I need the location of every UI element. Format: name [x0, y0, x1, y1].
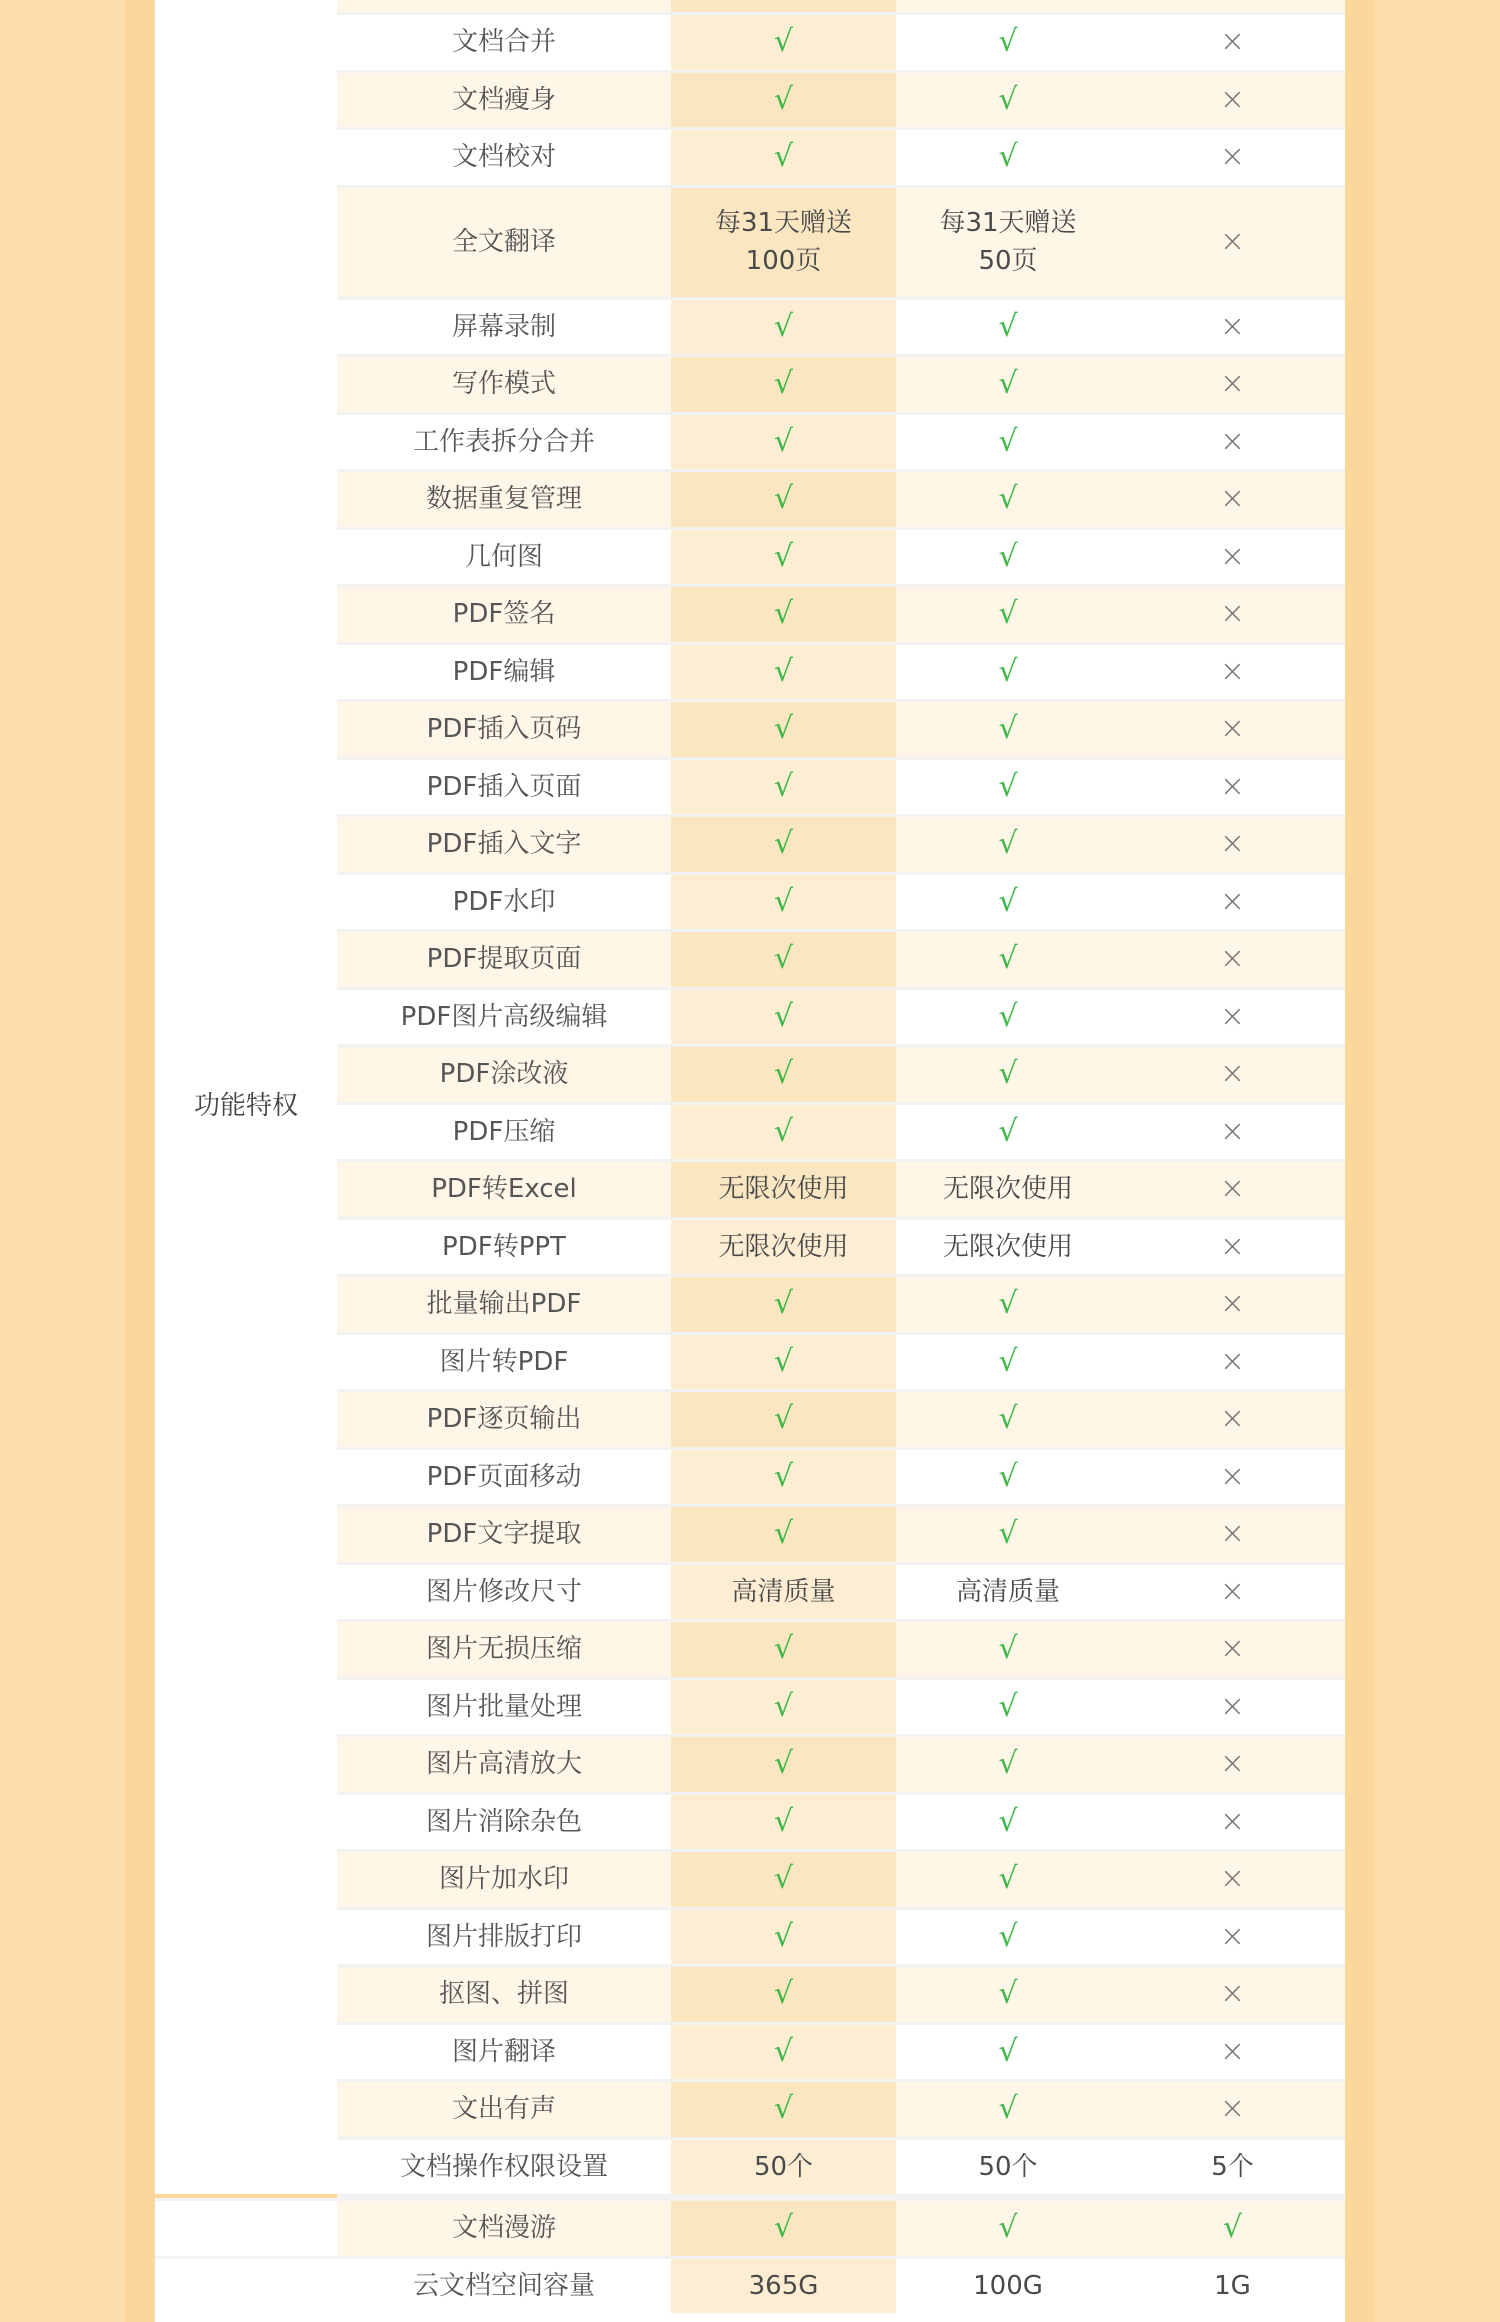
- p2-cell: [896, 814, 1120, 872]
- p1-cell: [671, 872, 896, 930]
- p2-cell: [896, 1217, 1120, 1275]
- p3-cell: [1120, 1907, 1345, 1965]
- p1-cell: [671, 1274, 896, 1332]
- check-icon: √: [773, 481, 794, 517]
- feature-name: 全文翻译: [337, 185, 671, 297]
- feature-name: 文档校对: [337, 127, 671, 185]
- value-text: 50个: [753, 2151, 814, 2182]
- value-text: 无限次使用: [942, 1231, 1073, 1262]
- check-icon: √: [998, 768, 1018, 804]
- check-icon: √: [773, 1516, 794, 1552]
- check-icon: √: [998, 1056, 1018, 1092]
- feature-name: 图片修改尺寸: [337, 1562, 671, 1620]
- check-icon: √: [773, 1458, 794, 1494]
- p2-cell: [896, 1504, 1120, 1562]
- check-icon: √: [998, 1516, 1018, 1552]
- feature-name: 几何图: [337, 527, 671, 585]
- p1-cell: [671, 1562, 896, 1620]
- check-icon: √: [998, 941, 1018, 977]
- cross-icon: ×: [1219, 653, 1246, 689]
- p2-cell: [896, 412, 1120, 470]
- feature-name: PDF图片高级编辑: [337, 987, 671, 1045]
- feature-name: PDF转Excel: [337, 1159, 671, 1217]
- cross-icon: ×: [1219, 1573, 1246, 1609]
- p3-cell: [1120, 12, 1345, 70]
- cross-icon: ×: [1219, 224, 1246, 259]
- p2-cell: [896, 1102, 1120, 1160]
- p3-cell: [1120, 1677, 1345, 1735]
- p2-cell: [896, 1677, 1120, 1735]
- p3-cell: [1120, 1504, 1345, 1562]
- value-text: 365G: [748, 2270, 819, 2301]
- cross-icon: ×: [1219, 538, 1246, 574]
- cross-icon: ×: [1219, 1918, 1246, 1954]
- p2-cell: [896, 527, 1120, 585]
- p3-cell: [1120, 584, 1345, 642]
- check-icon: √: [998, 826, 1018, 862]
- feature-name: 图片翻译: [337, 2022, 671, 2080]
- cross-icon: ×: [1219, 139, 1246, 175]
- p1-cell: [671, 1619, 896, 1677]
- check-icon: √: [773, 883, 794, 919]
- check-icon: √: [773, 1401, 794, 1437]
- p3-cell: [1120, 185, 1345, 297]
- check-icon: √: [998, 1688, 1018, 1724]
- check-icon: √: [773, 308, 794, 344]
- check-icon: √: [773, 941, 794, 977]
- check-icon: √: [773, 998, 794, 1034]
- value-text: 无限次使用: [718, 1231, 849, 1262]
- p1-cell: [671, 1964, 896, 2022]
- cross-icon: ×: [1219, 711, 1246, 747]
- value-text: 高清质量: [955, 1576, 1060, 1607]
- feature-name: 文档操作权限设置: [337, 2137, 671, 2195]
- p2-cell: [896, 1734, 1120, 1792]
- p3-cell: [1120, 987, 1345, 1045]
- p2-cell: [896, 1159, 1120, 1217]
- feature-name: PDF提取页面: [337, 929, 671, 987]
- p3-cell: [1120, 297, 1345, 355]
- cross-icon: ×: [1219, 308, 1246, 344]
- p2-cell: [896, 584, 1120, 642]
- p2-cell: [896, 2079, 1120, 2137]
- p2-cell: [896, 70, 1120, 128]
- check-icon: √: [998, 423, 1018, 459]
- p2-cell: [896, 354, 1120, 412]
- p1-cell: [671, 354, 896, 412]
- check-icon: √: [998, 1113, 1018, 1149]
- category-label: 功能特权: [155, 12, 337, 2194]
- check-icon: √: [998, 1918, 1018, 1954]
- p3-cell: [1120, 2022, 1345, 2080]
- cross-icon: ×: [1219, 1976, 1246, 2012]
- p2-cell: [896, 2137, 1120, 2195]
- p3-cell: [1120, 70, 1345, 128]
- p1-cell: [671, 297, 896, 355]
- check-icon: √: [773, 2091, 794, 2127]
- check-icon: √: [998, 1458, 1018, 1494]
- feature-name: 文档合并: [337, 12, 671, 70]
- check-icon: √: [773, 538, 794, 574]
- feature-name: PDF压缩: [337, 1102, 671, 1160]
- p3-cell: [1120, 1447, 1345, 1505]
- cross-icon: ×: [1219, 1343, 1246, 1379]
- p2-cell: [896, 127, 1120, 185]
- check-icon: √: [998, 538, 1018, 574]
- p1-cell: [671, 469, 896, 527]
- p3-cell: [1120, 814, 1345, 872]
- p2-cell: [896, 1044, 1120, 1102]
- cross-icon: ×: [1219, 1688, 1246, 1724]
- p1-cell: [671, 1447, 896, 1505]
- value-text: 每31天赠送 100页: [714, 208, 853, 276]
- feature-name: 图片转PDF: [337, 1332, 671, 1390]
- feature-name: PDF插入页码: [337, 699, 671, 757]
- cross-icon: ×: [1219, 826, 1246, 862]
- value-text: 无限次使用: [718, 1174, 849, 1205]
- p2-cell: [896, 1907, 1120, 1965]
- cross-icon: ×: [1219, 481, 1246, 517]
- p1-cell: [671, 1389, 896, 1447]
- check-icon: √: [998, 2033, 1018, 2069]
- p3-cell: [1120, 2079, 1345, 2137]
- check-icon: √: [773, 1688, 794, 1724]
- feature-name: 图片高清放大: [337, 1734, 671, 1792]
- feature-name: 屏幕录制: [337, 297, 671, 355]
- p1-cell: [671, 584, 896, 642]
- p3-cell: [1120, 872, 1345, 930]
- p1-cell: [671, 987, 896, 1045]
- check-icon: √: [773, 24, 794, 60]
- p2-cell: [896, 12, 1120, 70]
- p3-cell: [1120, 642, 1345, 700]
- check-icon: √: [998, 2091, 1018, 2127]
- cross-icon: ×: [1219, 998, 1246, 1034]
- p2-cell: [896, 1332, 1120, 1390]
- p1-cell: [671, 2198, 896, 2256]
- check-icon: √: [1222, 2210, 1243, 2246]
- check-icon: √: [998, 81, 1018, 117]
- cross-icon: ×: [1219, 366, 1246, 402]
- value-text: 每31天赠送 50页: [939, 208, 1077, 276]
- check-icon: √: [773, 768, 794, 804]
- p1-cell: [671, 1044, 896, 1102]
- p2-cell: [896, 872, 1120, 930]
- p1-cell: [671, 185, 896, 297]
- value-text: 5个: [1211, 2151, 1254, 2182]
- check-icon: √: [998, 883, 1018, 919]
- check-icon: √: [998, 596, 1018, 632]
- comparison-grid: [155, 0, 1345, 2322]
- p1-cell: [671, 1217, 896, 1275]
- p3-cell: [1120, 1102, 1345, 1160]
- p3-cell: [1120, 1159, 1345, 1217]
- p2-cell: [896, 757, 1120, 815]
- cross-icon: ×: [1219, 1516, 1246, 1552]
- cross-icon: ×: [1219, 1286, 1246, 1322]
- check-icon: √: [773, 423, 794, 459]
- value-text: 无限次使用: [942, 1174, 1073, 1205]
- p2-cell: [896, 642, 1120, 700]
- p1-cell: [671, 2022, 896, 2080]
- p3-cell: [1120, 757, 1345, 815]
- top-strip-cell: [671, 0, 896, 12]
- p3-cell: [1120, 1964, 1345, 2022]
- p1-cell: [671, 642, 896, 700]
- top-strip-cell: [1120, 0, 1345, 12]
- category-empty-cell: [155, 2198, 337, 2256]
- p1-cell: [671, 1332, 896, 1390]
- p3-cell: [1120, 354, 1345, 412]
- top-strip-cell: [337, 0, 671, 12]
- p3-cell: [1120, 1734, 1345, 1792]
- p1-cell: [671, 12, 896, 70]
- feature-name: 图片批量处理: [337, 1677, 671, 1735]
- p3-cell: [1120, 1274, 1345, 1332]
- cross-icon: ×: [1219, 941, 1246, 977]
- p1-cell: [671, 1102, 896, 1160]
- p3-cell: [1120, 469, 1345, 527]
- p1-cell: [671, 527, 896, 585]
- check-icon: √: [773, 1746, 794, 1782]
- p1-cell: [671, 2256, 896, 2314]
- cross-icon: ×: [1219, 81, 1246, 117]
- feature-name: 抠图、拼图: [337, 1964, 671, 2022]
- p2-cell: [896, 2256, 1120, 2314]
- p2-cell: [896, 1447, 1120, 1505]
- feature-name: 工作表拆分合并: [337, 412, 671, 470]
- value-text: 100G: [973, 2270, 1043, 2301]
- feature-name: 文出有声: [337, 2079, 671, 2137]
- p3-cell: [1120, 699, 1345, 757]
- check-icon: √: [773, 81, 794, 117]
- cross-icon: ×: [1219, 1401, 1246, 1437]
- p1-cell: [671, 1159, 896, 1217]
- p2-cell: [896, 699, 1120, 757]
- check-icon: √: [998, 366, 1018, 402]
- cross-icon: ×: [1219, 1746, 1246, 1782]
- check-icon: √: [998, 308, 1018, 344]
- p3-cell: [1120, 1792, 1345, 1850]
- check-icon: √: [773, 1113, 794, 1149]
- p3-cell: [1120, 127, 1345, 185]
- feature-name: 云文档空间容量: [337, 2256, 671, 2314]
- feature-name: PDF签名: [337, 584, 671, 642]
- feature-name: 数据重复管理: [337, 469, 671, 527]
- feature-name: PDF插入页面: [337, 757, 671, 815]
- p3-cell: [1120, 1849, 1345, 1907]
- cross-icon: ×: [1219, 423, 1246, 459]
- check-icon: √: [998, 2210, 1018, 2246]
- p2-cell: [896, 1619, 1120, 1677]
- check-icon: √: [998, 1286, 1018, 1322]
- table-top-strip: [155, 0, 337, 12]
- feature-name: 图片消除杂色: [337, 1792, 671, 1850]
- p2-cell: [896, 929, 1120, 987]
- feature-name: 文档漫游: [337, 2198, 671, 2256]
- feature-name: 图片加水印: [337, 1849, 671, 1907]
- check-icon: √: [998, 24, 1018, 60]
- p3-cell: [1120, 2256, 1345, 2314]
- p2-cell: [896, 1849, 1120, 1907]
- check-icon: √: [773, 711, 794, 747]
- p2-cell: [896, 185, 1120, 297]
- cross-icon: ×: [1219, 1631, 1246, 1667]
- check-icon: √: [773, 653, 794, 689]
- check-icon: √: [998, 998, 1018, 1034]
- feature-name: PDF编辑: [337, 642, 671, 700]
- p1-cell: [671, 1849, 896, 1907]
- check-icon: √: [773, 1056, 794, 1092]
- value-text: 1G: [1214, 2270, 1251, 2301]
- p1-cell: [671, 699, 896, 757]
- check-icon: √: [773, 1286, 794, 1322]
- cross-icon: ×: [1219, 596, 1246, 632]
- p3-cell: [1120, 1332, 1345, 1390]
- p3-cell: [1120, 2137, 1345, 2195]
- p1-cell: [671, 929, 896, 987]
- p1-cell: [671, 814, 896, 872]
- p1-cell: [671, 2079, 896, 2137]
- check-icon: √: [773, 1343, 794, 1379]
- p3-cell: [1120, 929, 1345, 987]
- check-icon: √: [773, 1918, 794, 1954]
- cross-icon: ×: [1219, 1861, 1246, 1897]
- cross-icon: ×: [1219, 1056, 1246, 1092]
- p1-cell: [671, 2137, 896, 2195]
- check-icon: √: [773, 2210, 794, 2246]
- check-icon: √: [998, 1803, 1018, 1839]
- cross-icon: ×: [1219, 1803, 1246, 1839]
- p2-cell: [896, 2022, 1120, 2080]
- check-icon: √: [773, 596, 794, 632]
- p3-cell: [1120, 1619, 1345, 1677]
- check-icon: √: [998, 1861, 1018, 1897]
- feature-name: 图片排版打印: [337, 1907, 671, 1965]
- check-icon: √: [773, 1861, 794, 1897]
- check-icon: √: [773, 366, 794, 402]
- p1-cell: [671, 1734, 896, 1792]
- category-empty-cell: [155, 2256, 337, 2314]
- p1-cell: [671, 70, 896, 128]
- p1-cell: [671, 412, 896, 470]
- p2-cell: [896, 1274, 1120, 1332]
- feature-name: PDF水印: [337, 872, 671, 930]
- comparison-table: [155, 0, 1345, 2322]
- feature-name: PDF涂改液: [337, 1044, 671, 1102]
- check-icon: √: [773, 1976, 794, 2012]
- check-icon: √: [998, 481, 1018, 517]
- check-icon: √: [998, 653, 1018, 689]
- p2-cell: [896, 1792, 1120, 1850]
- feature-name: PDF插入文字: [337, 814, 671, 872]
- check-icon: √: [998, 1401, 1018, 1437]
- p2-cell: [896, 469, 1120, 527]
- check-icon: √: [998, 139, 1018, 175]
- check-icon: √: [998, 711, 1018, 747]
- value-text: 50个: [978, 2151, 1038, 2182]
- p2-cell: [896, 297, 1120, 355]
- p3-cell: [1120, 1389, 1345, 1447]
- cross-icon: ×: [1219, 24, 1246, 60]
- cross-icon: ×: [1219, 883, 1246, 919]
- feature-name: 写作模式: [337, 354, 671, 412]
- feature-name: PDF页面移动: [337, 1447, 671, 1505]
- cross-icon: ×: [1219, 1228, 1246, 1264]
- p3-cell: [1120, 1562, 1345, 1620]
- value-text: 高清质量: [731, 1576, 836, 1607]
- check-icon: √: [998, 1343, 1018, 1379]
- feature-name: PDF转PPT: [337, 1217, 671, 1275]
- cross-icon: ×: [1219, 768, 1246, 804]
- cross-icon: ×: [1219, 2091, 1246, 2127]
- cross-icon: ×: [1219, 1458, 1246, 1494]
- check-icon: √: [998, 1746, 1018, 1782]
- top-strip-cell: [896, 0, 1120, 12]
- cross-icon: ×: [1219, 2033, 1246, 2069]
- check-icon: √: [773, 139, 794, 175]
- check-icon: √: [998, 1976, 1018, 2012]
- p3-cell: [1120, 1217, 1345, 1275]
- p1-cell: [671, 1792, 896, 1850]
- p1-cell: [671, 1907, 896, 1965]
- check-icon: √: [773, 1803, 794, 1839]
- p1-cell: [671, 757, 896, 815]
- cross-icon: ×: [1219, 1171, 1246, 1207]
- p3-cell: [1120, 412, 1345, 470]
- p1-cell: [671, 1677, 896, 1735]
- p1-cell: [671, 1504, 896, 1562]
- p1-cell: [671, 127, 896, 185]
- p2-cell: [896, 1562, 1120, 1620]
- feature-name: PDF文字提取: [337, 1504, 671, 1562]
- p2-cell: [896, 1964, 1120, 2022]
- feature-name: PDF逐页输出: [337, 1389, 671, 1447]
- check-icon: √: [773, 826, 794, 862]
- feature-name: 文档瘦身: [337, 70, 671, 128]
- p2-cell: [896, 2198, 1120, 2256]
- p3-cell: [1120, 2198, 1345, 2256]
- p3-cell: [1120, 527, 1345, 585]
- check-icon: √: [998, 1631, 1018, 1667]
- feature-name: 批量输出PDF: [337, 1274, 671, 1332]
- feature-name: 图片无损压缩: [337, 1619, 671, 1677]
- check-icon: √: [773, 2033, 794, 2069]
- p3-cell: [1120, 1044, 1345, 1102]
- p2-cell: [896, 987, 1120, 1045]
- check-icon: √: [773, 1631, 794, 1667]
- p2-cell: [896, 1389, 1120, 1447]
- cross-icon: ×: [1219, 1113, 1246, 1149]
